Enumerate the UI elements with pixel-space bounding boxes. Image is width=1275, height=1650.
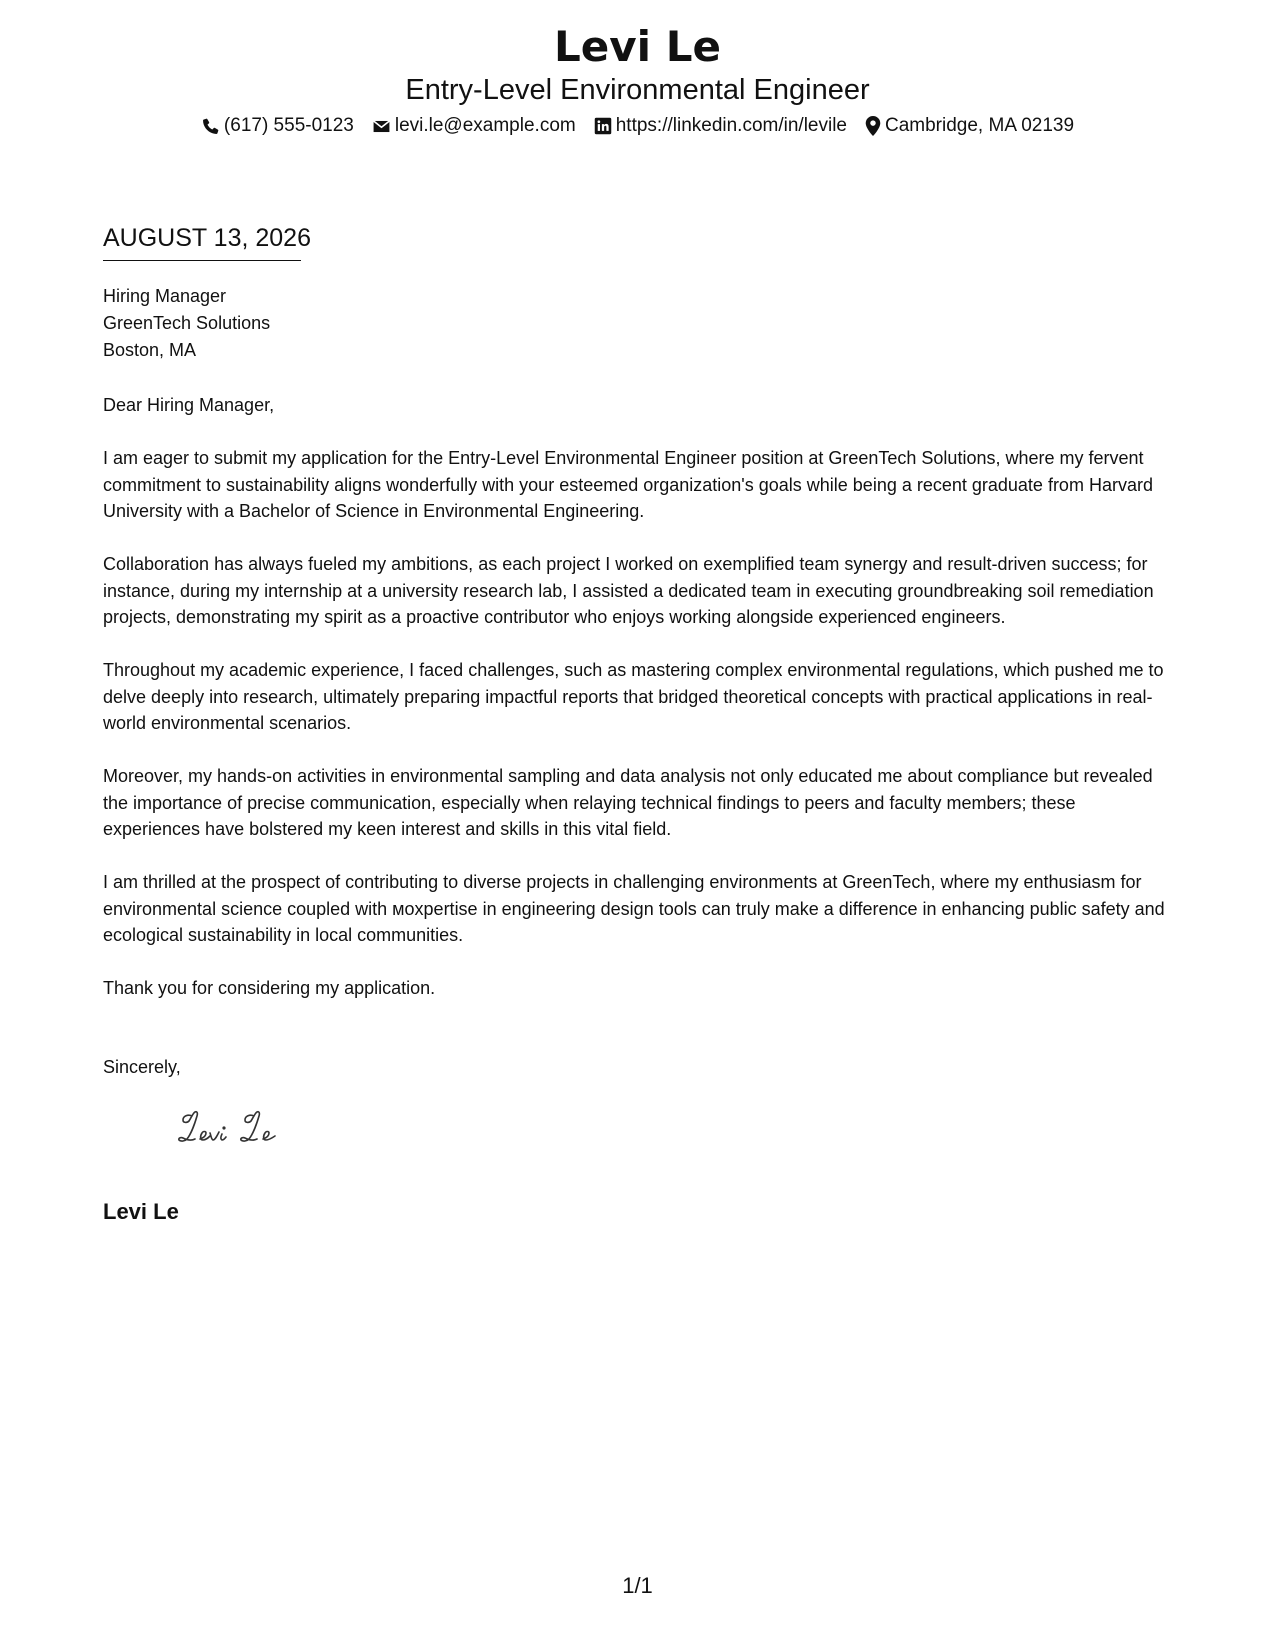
phone-icon	[201, 117, 220, 136]
contact-email[interactable]	[372, 114, 576, 138]
salutation: Dear Hiring Manager,	[103, 395, 275, 415]
phone-number: (617) 555-0123	[223, 115, 354, 136]
thanks-line: Thank you for considering my application.	[103, 978, 436, 998]
applicant-name: Levi Le	[554, 22, 721, 71]
body-paragraph-4: Moreover, my hands-on activities in environmental sampling and data analysis not only educated me about compliance but revealed the importance of precise communication, especially when relaying technical findings to peers and faculty members; these experiences have bolstered my keen interest and skills in this vital field.	[103, 766, 1153, 839]
applicant-title: Entry-Level Environmental Engineer	[405, 74, 870, 106]
letter-date: AUGUST 13, 2026	[103, 222, 301, 261]
body-paragraph-5: I am thrilled at the prospect of contributing to diverse projects in challenging environments at GreenTech, where my enthusiasm for environmental science coupled with мoxpertise in engineering design tools can truly make a difference in enhancing public safety and ecological sustainability in local communities.	[103, 872, 1165, 945]
contact-linkedin[interactable]	[594, 114, 847, 138]
page-number: 1/1	[622, 1573, 653, 1598]
contact-bar	[0, 114, 1275, 138]
contact-location	[865, 114, 1074, 138]
email-address[interactable]: levi.le@example.com	[394, 115, 576, 136]
body-paragraph-2: Collaboration has always fueled my ambitions, as each project I worked on exemplified team synergy and result-driven success; for instance, during my internship at a university research lab, I assisted a dedicated team in executing groundbreaking soil remediation projects, demonstrating my spirit as a proactive contributor who enjoys working alongside experienced engineers.	[103, 554, 1154, 627]
linkedin-icon	[594, 117, 612, 135]
recipient-company: GreenTech Solutions	[103, 313, 271, 333]
envelope-icon	[372, 117, 391, 136]
recipient-name: Hiring Manager	[103, 286, 227, 306]
linkedin-url[interactable]: https://linkedin.com/in/levile	[615, 115, 847, 136]
letter-header	[0, 22, 1275, 138]
recipient-block	[103, 283, 270, 364]
handwritten-signature	[170, 1106, 300, 1156]
map-pin-icon	[865, 116, 881, 136]
closing-line: Sincerely,	[103, 1057, 181, 1077]
location-text: Cambridge, MA 02139	[885, 115, 1075, 136]
recipient-location: Boston, MA	[103, 340, 197, 360]
contact-phone	[201, 114, 354, 138]
body-paragraph-3: Throughout my academic experience, I faced challenges, such as mastering complex environmental regulations, which pushed me to delve deeply into research, ultimately preparing impactful reports that bridged theoretical concepts with practical applications in real-world environmental scenarios.	[103, 660, 1164, 733]
signer-name: Levi Le	[103, 1199, 179, 1224]
body-paragraph-1: I am eager to submit my application for the Entry-Level Environmental Engineer position at GreenTech Solutions, where my fervent commitment to sustainability aligns wonderfully with your esteemed organization's goals while being a recent graduate from Harvard University with a Bachelor of Science in Environmental Engineering.	[103, 448, 1153, 521]
